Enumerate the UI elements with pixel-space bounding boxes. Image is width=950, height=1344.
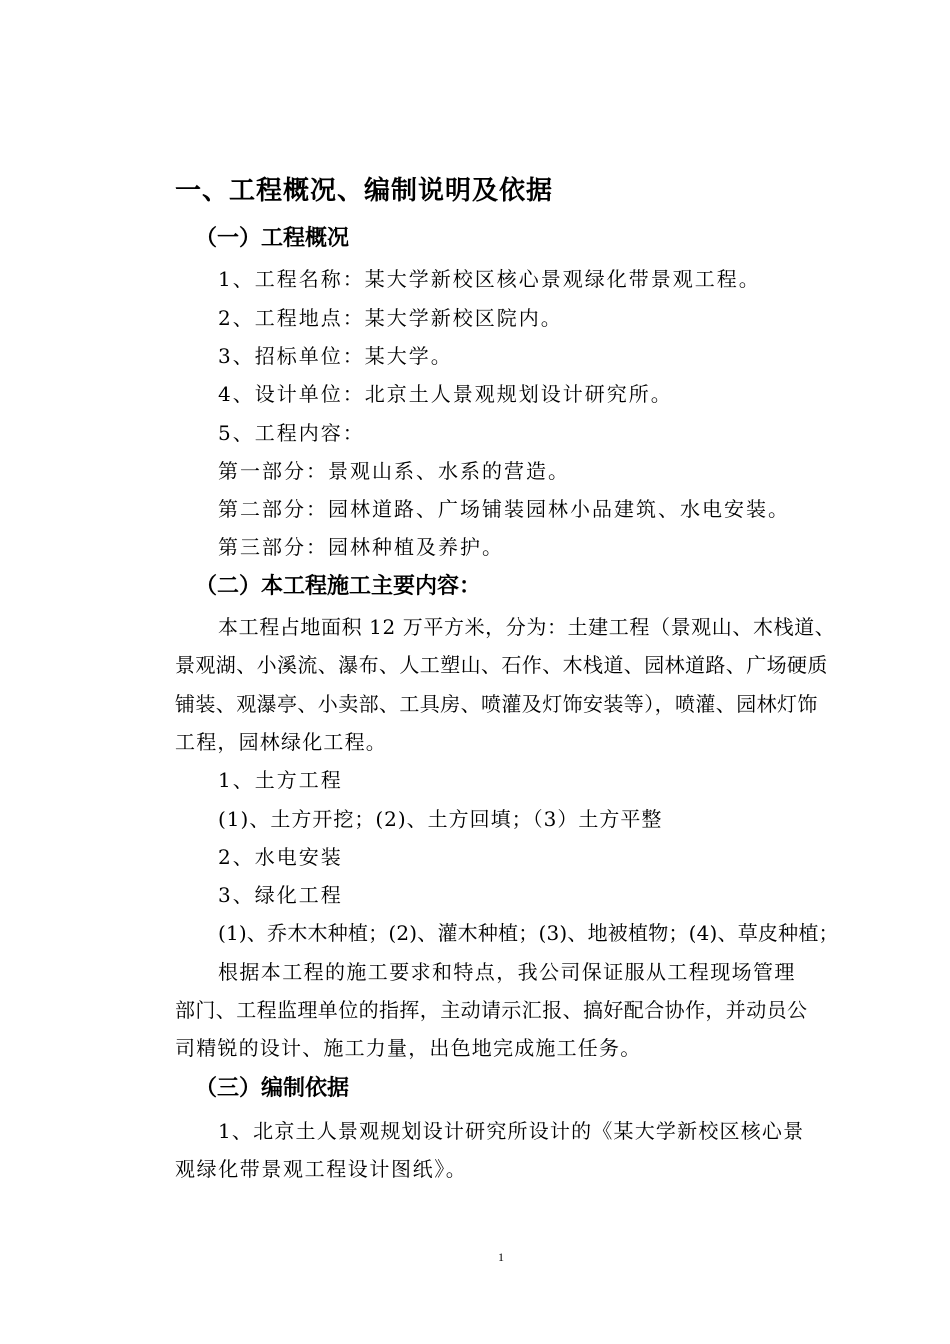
section-1-item: 3、招标单位：某大学。 [218, 344, 453, 368]
section-1-item: 第三部分：园林种植及养护。 [218, 535, 504, 559]
section-2-paragraph-line: 司精锐的设计、施工力量，出色地完成施工任务。 [175, 1036, 642, 1060]
section-2-item: (1)、乔木木种植；(2)、灌木种植；(3)、地被植物；(4)、草皮种植； [218, 921, 839, 945]
page-number: 1 [498, 1250, 504, 1264]
section-1-item: 2、工程地点：某大学新校区院内。 [218, 306, 563, 330]
section-2-paragraph-line: 本工程占地面积 12 万平方米，分为：土建工程（景观山、木栈道、 [218, 615, 836, 639]
section-3-paragraph-line: 观绿化带景观工程设计图纸》。 [175, 1157, 468, 1181]
section-2-paragraph-line: 景观湖、小溪流、瀑布、人工塑山、石作、木栈道、园林道路、广场硬质 [175, 653, 828, 677]
section-2-item: 1、土方工程 [218, 768, 343, 792]
section-1-item: 第一部分：景观山系、水系的营造。 [218, 459, 570, 483]
section-1-item: 1、工程名称：某大学新校区核心景观绿化带景观工程。 [218, 267, 761, 291]
main-heading: 一、工程概况、编制说明及依据 [175, 176, 554, 206]
section-2-paragraph-line: 铺装、观瀑亭、小卖部、工具房、喷灌及灯饰安装等），喷灌、园林灯饰 [175, 692, 818, 716]
section-2-item: (1)、土方开挖；(2)、土方回填；（3）土方平整 [218, 807, 663, 831]
section-2-paragraph-line: 根据本工程的施工要求和特点，我公司保证服从工程现场管理 [218, 960, 796, 984]
section-2-paragraph-line: 工程，园林绿化工程。 [175, 730, 387, 754]
section-2-title: （二）本工程施工主要内容： [195, 574, 482, 599]
section-3-paragraph-line: 1、北京土人景观规划设计研究所设计的《某大学新校区核心景 [218, 1119, 805, 1143]
section-3-title: （三）编制依据 [195, 1076, 350, 1101]
section-2-paragraph-line: 部门、工程监理单位的指挥，主动请示汇报、搞好配合协作，并动员公 [175, 998, 808, 1022]
section-2-item: 3、绿化工程 [218, 883, 343, 907]
section-1-title: （一）工程概况 [195, 226, 350, 251]
section-1-item: 4、设计单位：北京土人景观规划设计研究所。 [218, 382, 673, 406]
section-1-item: 第二部分：园林道路、广场铺装园林小品建筑、水电安装。 [218, 497, 790, 521]
section-1-item: 5、工程内容： [218, 421, 365, 445]
section-2-item: 2、水电安装 [218, 845, 343, 869]
